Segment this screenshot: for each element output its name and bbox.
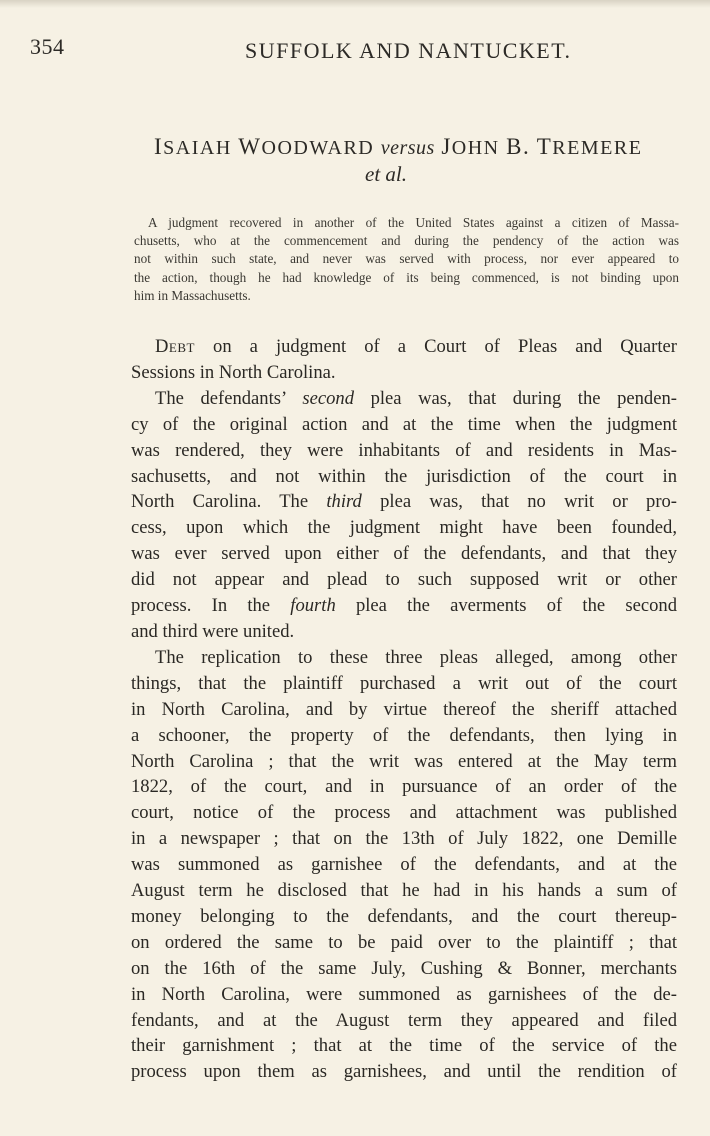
text-line: sachusetts, and not within the jurisdiction of the court in (131, 465, 677, 487)
text-run: plea the averments of the second (355, 595, 677, 617)
title-part: SAIAH (163, 137, 239, 159)
text-line: on the 16th of the same July, Cushing & Bonner, merchants (131, 957, 677, 979)
text-line (131, 386, 677, 412)
text-line: on ordered the same to be paid over to the plaintiff ; that (131, 931, 677, 953)
case-title (154, 134, 642, 160)
syllabus-line: A judgment recovered in another of the United States against a citizen of Massa- (148, 215, 679, 230)
text-line (131, 593, 677, 619)
italic-run: second (302, 387, 355, 409)
title-initial: I (154, 134, 164, 159)
text-line (131, 489, 677, 515)
page-top-shadow (0, 0, 710, 8)
text-run: North Carolina. The (131, 491, 309, 513)
text-line: Sessions in North Carolina. (131, 361, 336, 383)
title-part: REMERE (552, 137, 643, 159)
text-line: court, notice of the process and attachment was published (131, 802, 677, 824)
text-line: in North Carolina, were summoned as garnishees of the de- (131, 983, 677, 1005)
case-subtitle (0, 162, 710, 187)
text-line: in a newspaper ; that on the 13th of July 1822, one Demille (131, 828, 677, 850)
italic-run: fourth (290, 595, 336, 617)
text-line: money belonging to the defendants, and the court thereup- (131, 905, 677, 927)
lead-word: Debt (155, 336, 195, 357)
syllabus-line: the action, though he had knowledge of its being commenced, is not binding upon (134, 269, 679, 285)
versus-text: versus (380, 137, 435, 159)
body-text (131, 334, 677, 1085)
syllabus-line: him in Massachusetts. (134, 287, 251, 303)
text-line: did not appear and plead to such supposed writ or other (131, 569, 677, 591)
title-initial: B. (506, 134, 531, 159)
title-part: OHN (451, 137, 507, 159)
text-line: things, that the plaintiff purchased a writ out of the court (131, 672, 677, 694)
syllabus-line: not within such state, and never was served with process, nor ever appeared to (134, 251, 679, 267)
text-line: cy of the original action and at the time when the judgment (131, 413, 677, 435)
italic-run: third (326, 491, 362, 513)
et-al: et al. (365, 162, 407, 186)
text-line: North Carolina ; that the writ was entered at the May term (131, 750, 677, 772)
text-run: plea was, that during the penden- (370, 387, 677, 409)
text-line: cess, upon which the judgment might have been founded, (131, 517, 677, 539)
text-run: process. In the (131, 595, 271, 617)
text-line: fendants, and at the August term they appeared and filed (131, 1009, 677, 1031)
title-initial: J (441, 134, 452, 159)
text-line: 1822, of the court, and in pursuance of an order of the (131, 776, 677, 798)
text-line: process upon them as garnishees, and until the rendition of (131, 1061, 677, 1083)
title-initial: W (238, 134, 262, 159)
text-line: in North Carolina, and by virtue thereof the sheriff attached (131, 698, 677, 720)
text-line: a schooner, the property of the defendants, then lying in (131, 724, 677, 746)
syllabus-line: chusetts, who at the commencement and during the pendency of the action was (134, 233, 679, 249)
syllabus (134, 214, 679, 305)
text-run: The defendants’ (155, 387, 286, 409)
text-run: plea was, that no writ or pro- (380, 491, 677, 513)
text-line (131, 334, 677, 360)
text-line: August term he disclosed that he had in his hands a sum of (131, 880, 677, 902)
text-line: was summoned as garnishee of the defendants, and at the (131, 854, 677, 876)
text-line: The replication to these three pleas alleged, among other (155, 646, 677, 668)
text-line: was ever served upon either of the defendants, and that they (131, 543, 677, 565)
page-number: 354 (30, 34, 65, 59)
text-line: and third were united. (131, 620, 295, 642)
title-part: OODWARD (261, 137, 375, 159)
text-line: was rendered, they were inhabitants of and residents in Mas- (131, 439, 677, 461)
text-run: on a judgment of a Court of Pleas and Quarter (213, 336, 677, 357)
text-line: their garnishment ; that at the time of the service of the (131, 1035, 677, 1057)
title-initial: T (536, 134, 553, 159)
running-head: SUFFOLK AND NANTUCKET. (245, 38, 572, 63)
